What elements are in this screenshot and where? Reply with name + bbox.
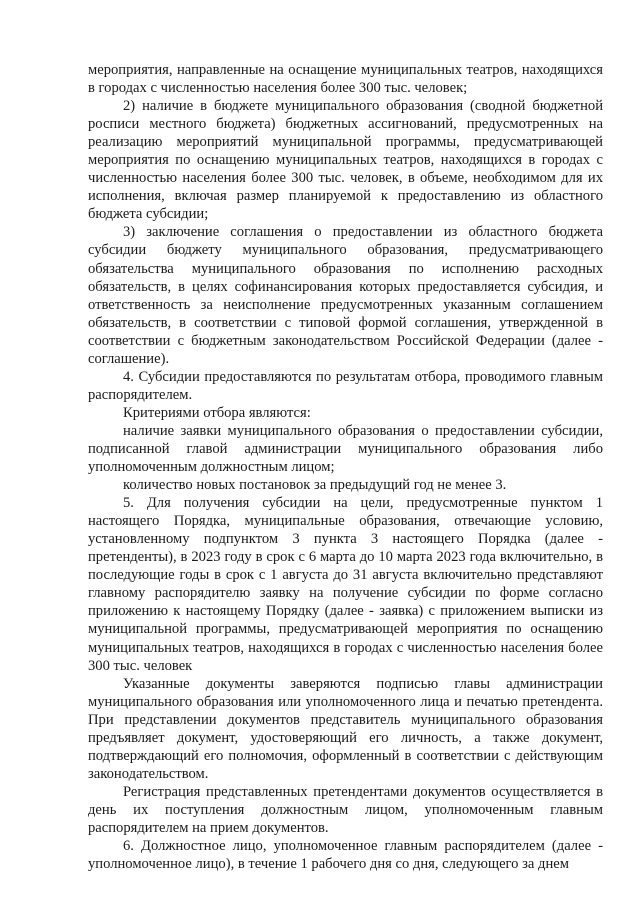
paragraph-section-5: 5. Для получения субсидии на цели, предусмотренные пунктом 1 настоящего Порядка, муниципальные образования, отвечающие условию, установленному подпунктом 3 пункта 3 настоящего Порядка (далее - претенденты), в 2023 году в срок с 6 марта до 10 марта 2023 года включительно, в последующие годы в срок с 1 августа до 31 августа включительно представляют главному распорядителю заявку на получение субсидии по форме согласно приложению к настоящему Порядку (далее - заявка) с приложением выписки из муниципальной программы, предусматривающей мероприятия по оснащению муниципальных театров, находящихся в городах с численностью населения более 300 тыс. человек (88, 495, 603, 674)
paragraph-registration: Регистрация представленных претендентами документов осуществляется в день их поступления должностным лицом, уполномоченным главным распорядителем на прием документов. (88, 783, 603, 836)
paragraph-continuation: мероприятия, направленные на оснащение муниципальных театров, находящихся в городах с численностью населения более 300 тыс. человек; (88, 62, 603, 97)
paragraph-item-3: 3) заключение соглашения о предоставлении из областного бюджета субсидии бюджету муниципального образования, предусматривающего обязательства муниципального образования по исполнению расходных обязательств, в целях софинансирования которых предоставляется субсидия, и ответственность за неисполнение предусмотренных указанным соглашением обязательств, в соответствии с типовой формой соглашения, утвержденной в соответствии с бюджетным законодательством Российской Федерации (далее - соглашение). (88, 224, 603, 367)
paragraph-criteria-1: наличие заявки муниципального образования о предоставлении субсидии, подписанной главой администрации муниципального образования либо уполномоченным должностным лицом; (88, 422, 603, 476)
paragraph-criteria-2: количество новых постановок за предыдущий год не менее 3. (123, 477, 507, 494)
paragraph-section-4: 4. Субсидии предоставляются по результатам отбора, проводимого главным распорядителем. (88, 368, 603, 403)
paragraph-section-6: 6. Должностное лицо, уполномоченное главным распорядителем (далее - уполномоченное лицо), в течение 1 рабочего дня со дня, следующего за днем (88, 838, 603, 873)
paragraph-documents: Указанные документы заверяются подписью главы администрации муниципального образования или уполномоченного лица и печатью претендента. При представлении документов представитель муниципального образования предъявляет документ, удостоверяющий его личность, а также документ, подтверждающий его полномочия, оформленный в соответствии с действующим законодательством. (88, 675, 603, 782)
document-page (88, 61, 603, 873)
paragraph-criteria-heading: Критериями отбора являются: (123, 404, 311, 421)
paragraph-item-2: 2) наличие в бюджете муниципального образования (сводной бюджетной росписи местного бюджета) бюджетных ассигнований, предусмотренных на реализацию мероприятий муниципальной программы, предусматривающей мероприятия по оснащению муниципальных театров, находящихся в городах с численностью населения более 300 тыс. человек, в объеме, необходимом для их исполнения, включая размер планируемой к предоставлению из областного бюджета субсидии; (88, 98, 603, 223)
